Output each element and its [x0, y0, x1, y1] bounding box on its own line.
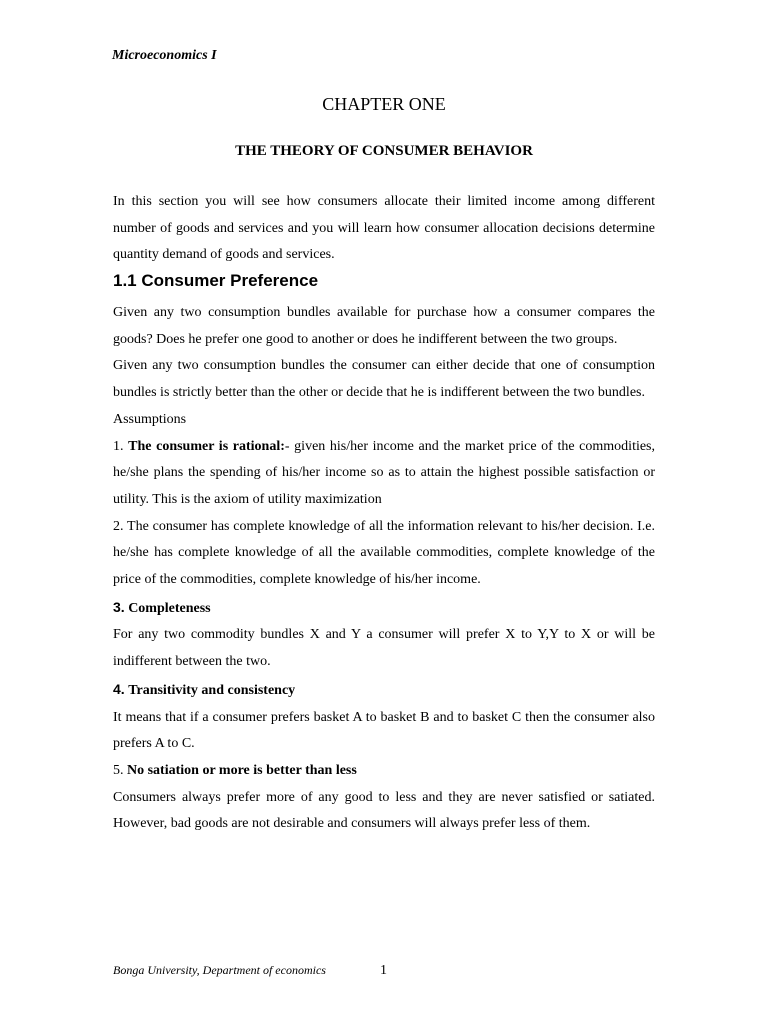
running-header: Microeconomics I — [112, 48, 217, 63]
assumption-title: Transitivity and consistency — [128, 682, 296, 698]
assumption-4-heading — [113, 676, 655, 705]
assumption-number: 2. — [113, 518, 124, 534]
assumption-number: 5. — [113, 762, 124, 778]
intro-paragraph: In this section you will see how consumers allocate their limited income among different number of goods and services and you will learn how consumer allocation decisions determine quantity demand of goods and services. — [113, 194, 655, 263]
assumption-text: The consumer has complete knowledge of all the information relevant to his/her decision. I.e. he/she has complete knowledge of all the available commodities, complete knowledge of the price of the commodities, complete knowledge of his/her income. — [113, 518, 655, 588]
assumption-number: 3. — [113, 598, 125, 615]
assumption-1 — [113, 434, 655, 514]
paragraph: Given any two consumption bundles the consumer can either decide that one of consumption bundles is strictly better than the other or decide that he is indifferent between the two bundles. — [113, 358, 655, 401]
assumption-number: 4. — [113, 680, 125, 697]
assumption-5-text: Consumers always prefer more of any good to less and they are never satisfied or satiated. However, bad goods are not desirable and consumers will always prefer less of them. — [113, 789, 655, 832]
section-heading: 1.1 Consumer Preference — [113, 271, 319, 290]
assumptions-label: Assumptions — [113, 411, 187, 427]
assumption-3-text: For any two commodity bundles X and Y a consumer will prefer X to Y,Y to X or will be indifferent between the two. — [113, 627, 655, 670]
chapter-label: CHAPTER ONE — [322, 94, 446, 114]
section-body — [113, 300, 655, 838]
assumption-number: 1. — [113, 438, 124, 454]
assumption-2 — [113, 514, 655, 594]
chapter-title: THE THEORY OF CONSUMER BEHAVIOR — [235, 143, 533, 159]
footer-institution: Bonga University, Department of economics — [113, 963, 326, 977]
assumption-5-heading — [113, 758, 655, 785]
assumption-text: - given his/her income and the market price of the commodities, he/she plans the spending of his/her income so as to attain the highest possible satisfaction or utility. This is the axiom of utility maximization — [113, 438, 656, 507]
assumption-4-text: It means that if a consumer prefers basket A to basket B and to basket C then the consumer also prefers A to C. — [113, 709, 655, 752]
paragraph: Given any two consumption bundles available for purchase how a consumer compares the goods? Does he prefer one good to another or does he indifferent between the two groups. — [113, 305, 655, 347]
page-number: 1 — [380, 963, 387, 978]
assumption-title: No satiation or more is better than less — [127, 762, 357, 778]
assumption-title: Completeness — [128, 600, 211, 616]
assumption-3-heading — [113, 594, 655, 623]
assumption-title: The consumer is rational: — [128, 438, 285, 454]
